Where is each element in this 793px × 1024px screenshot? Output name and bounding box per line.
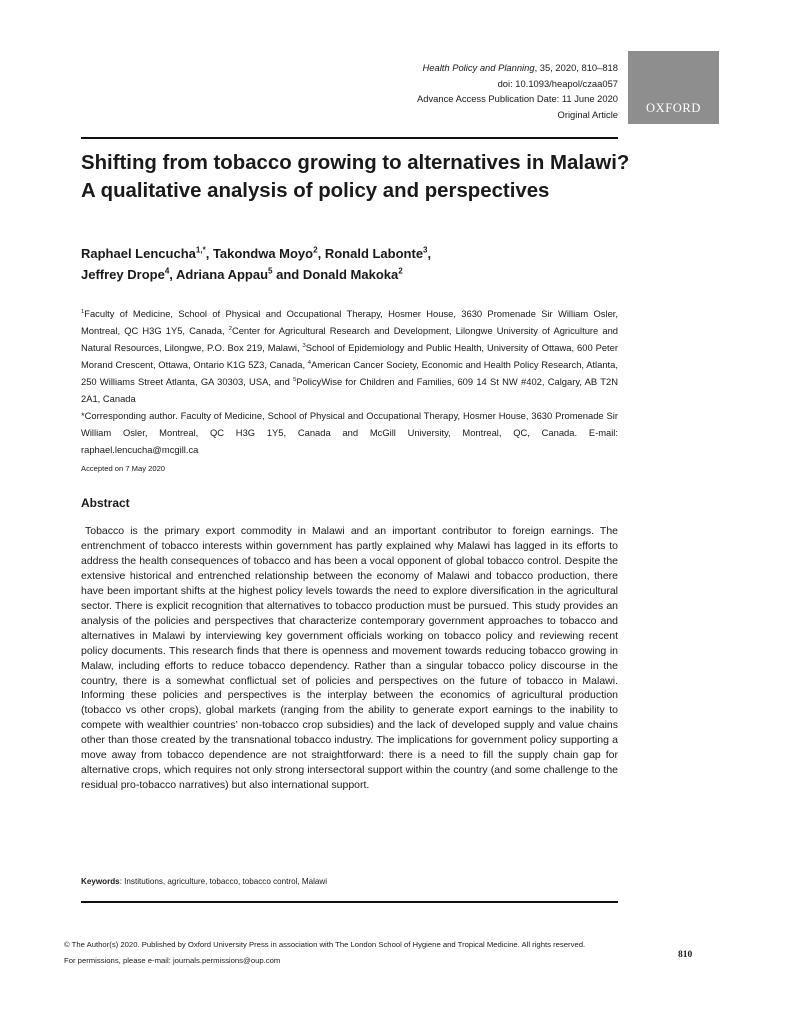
author[interactable]: Jeffrey Drope$^4$: [81, 266, 170, 282]
author-separator: ,: [317, 246, 325, 261]
abstract-text: Tobacco is the primary export commodity in Malawi and an important contributor to foreign earnings. The entrenchment of tobacco interests within government has partly explained why Malawi has lagged in its efforts to address the health consequences of tobacco and has been a vocal opponent of global tobacco control. Despite the extensive historical and entrenched relationship between the economy of Malawi and tobacco production, there have been important shifts at the highest policy levels towards the need to explore diversification in the agricultural sector. There is explicit recognition that alternatives to tobacco production must be pursued. This study provides an analysis of the policies and perspectives that characterize contemporary government approaches to tobacco and alternatives in Malawi by interviewing key government officials working on tobacco policy and reviewing recent policy documents. This research finds that there is openness and movement towards reducing tobacco growing in Malaw, including efforts to reduce tobacco dependency. Rather than a singular tobacco policy discourse in the country, there is a somewhat conflictual set of policies and perspectives on the future of tobacco in Malawi. Informing these policies and perspectives is the interplay between the economics of agricultural production (tobacco vs other crops), global markets (ranging from the ability to generate export earnings to the inability to compete with wealthier countries’ non-tobacco crop subsidies) and the lack of developed supply and value chains other than those created by the transnational tobacco industry. The implications for government policy supporting a move away from tobacco dependence are not straightforward: there is a need to fill the supply chain gap for alternative crops, which requires not only strong intersectoral support within the country (and some challenge to the residual pro-tobacco narratives) but also international support.: [81, 525, 618, 792]
article-type: Original Article: [557, 109, 618, 121]
top-divider: [81, 137, 618, 139]
affiliations: $^1$Faculty of Medicine, School of Physical and Occupational Therapy, Hosmer House, 3630 Promenade Sir William Osler, Montreal, QC H3G 1Y5, Canada, $^2$Center for Agricultural Research and Development, Lilongwe University of Agriculture and Natural Resources, Lilongwe, P.O. Box 219, Malawi, $^3$School of Epidemiology and Public Health, University of Ottawa, 600 Peter Morand Crescent, Ottawa, Ontario K1G 5Z3, Canada, $^4$American Cancer Society, Economic and Health Policy Research, Atlanta, 250 Williams Street Atlanta, GA 30303, USA, and $^5$PolicyWise for Children and Families, 609 14 St NW #402, Calgary, AB T2N 2A1, Canada: [81, 308, 618, 404]
bottom-divider: [81, 901, 618, 903]
author[interactable]: Raphael Lencucha$^{1,*}$: [81, 245, 206, 261]
copyright-notice: © The Author(s) 2020. Published by Oxford University Press in association with The London School of Hygiene and Tropical Medicine. All rights reserved.: [64, 940, 586, 949]
permissions-notice: For permissions, please e-mail: journals.permissions@oup.com: [64, 955, 281, 965]
author-separator: and: [272, 267, 303, 282]
accepted-date: Accepted on 7 May 2020: [81, 464, 166, 473]
journal-citation: Health Policy and Planning, 35, 2020, 810–818: [422, 62, 618, 73]
doi[interactable]: doi: 10.1093/heapol/czaa057: [497, 77, 618, 89]
keywords: [81, 876, 327, 887]
page-number: 810: [678, 950, 693, 960]
corresponding-author: *Corresponding author. Faculty of Medicine, School of Physical and Occupational Therapy, Hosmer House, 3630 Promenade Sir William Osler, Montreal, QC H3G 1Y5, Canada and McGill University, Montreal, QC, Canada. E-mail: raphael.lencucha@mcgill.ca: [81, 410, 618, 455]
publication-date: Advance Access Publication Date: 11 June 2020: [417, 93, 618, 105]
author[interactable]: Ronald Labonte$^3$: [324, 245, 428, 261]
author-separator: ,: [427, 246, 432, 261]
publisher-logo: [628, 51, 719, 124]
journal-name: Health Policy and Planning: [422, 62, 535, 73]
author[interactable]: Takondwa Moyo$^2$: [212, 245, 318, 261]
abstract-heading: Abstract: [81, 496, 130, 510]
keywords-list: : Institutions, agriculture, tobacco, tobacco control, Malawi: [119, 877, 328, 886]
author-list: [81, 243, 641, 285]
publisher-logo-text: OXFORD: [646, 101, 701, 115]
author[interactable]: Donald Makoka$^2$: [302, 266, 403, 282]
author-separator: ,: [205, 246, 213, 261]
author[interactable]: Adriana Appau$^5$: [176, 266, 273, 282]
author-separator: ,: [169, 267, 177, 282]
footer: [64, 937, 664, 968]
article-title: Shifting from tobacco growing to alternatives in Malawi? A qualitative analysis of policy and perspectives: [81, 152, 630, 202]
article-metadata: [278, 60, 618, 123]
keywords-label: Keywords: [81, 877, 120, 886]
